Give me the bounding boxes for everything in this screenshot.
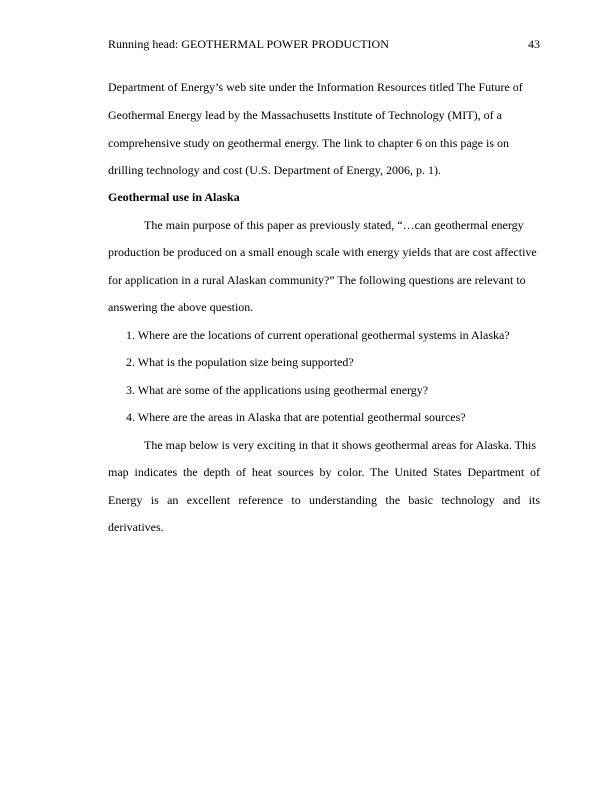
page-header xyxy=(108,36,540,52)
list-item: 1. Where are the locations of current operational geothermal systems in Alaska? xyxy=(126,328,510,342)
paragraph-line: The main purpose of this paper as previously stated, “…can geothermal energy xyxy=(144,218,524,232)
paragraph-line: Department of Energy’s web site under the Information Resources titled The Future of xyxy=(108,80,523,94)
paragraph-line: Geothermal Energy lead by the Massachusetts Institute of Technology (MIT), of a xyxy=(108,108,502,122)
running-head: Running head: GEOTHERMAL POWER PRODUCTION xyxy=(108,37,389,51)
page-number: 43 xyxy=(528,37,540,51)
paragraph-line: The map below is very exciting in that it shows geothermal areas for Alaska. This xyxy=(144,438,537,452)
list-item: 3. What are some of the applications using geothermal energy? xyxy=(126,383,429,397)
paragraph-line: drilling technology and cost (U.S. Department of Energy, 2006, p. 1). xyxy=(108,163,441,177)
paragraph-line: Energy is an excellent reference to understanding the basic technology and its xyxy=(108,493,540,507)
paragraph-line: derivatives. xyxy=(108,520,164,534)
section-heading: Geothermal use in Alaska xyxy=(108,190,240,204)
paragraph-line: answering the above question. xyxy=(108,300,254,314)
paragraph-line: for application in a rural Alaskan community?” The following questions are relevant to xyxy=(108,273,526,287)
paragraph-line: production be produced on a small enough scale with energy yields that are cost affective xyxy=(108,245,537,259)
paragraph-line: map indicates the depth of heat sources by color. The United States Department of xyxy=(108,465,540,479)
list-item: 4. Where are the areas in Alaska that are potential geothermal sources? xyxy=(126,410,466,424)
paragraph-line: comprehensive study on geothermal energy. The link to chapter 6 on this page is on xyxy=(108,136,510,150)
list-item: 2. What is the population size being supported? xyxy=(126,355,354,369)
